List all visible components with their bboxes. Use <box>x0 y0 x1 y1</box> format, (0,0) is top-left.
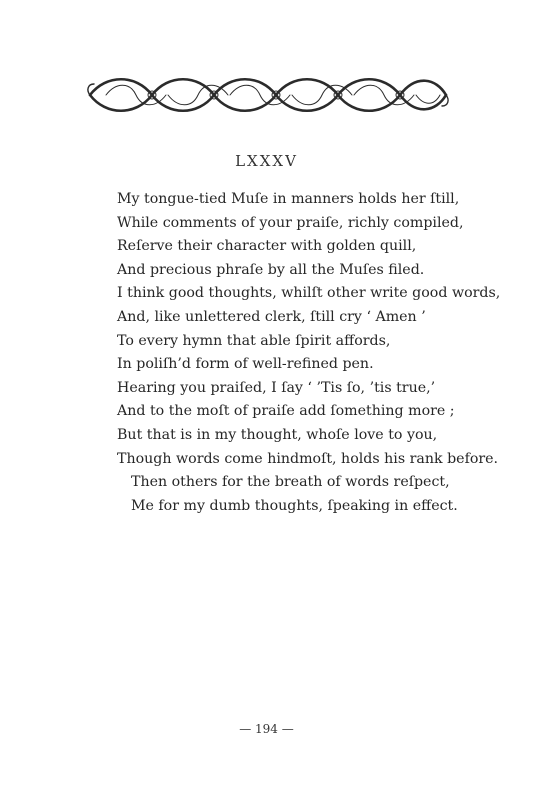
poem-line: My tongue-tied Muſe in manners holds her ſtill, <box>117 191 460 207</box>
poem-line: And, like unlettered clerk, ſtill cry ‘ Amen ’ <box>117 308 426 325</box>
poem-couplet-line: Then others for the breath of words reſpect, <box>131 474 450 491</box>
poem-line: To every hymn that able ſpirit affords, <box>117 332 391 349</box>
poem-line: But that is in my thought, whoſe love to you, <box>117 426 438 443</box>
scrollwork-flourish-icon <box>86 72 450 118</box>
poem-couplet-line: Me for my dumb thoughts, ſpeaking in effect. <box>131 497 458 514</box>
poem-line: In poliſh’d form of well-refined pen. <box>117 356 374 373</box>
poem-line: And precious phraſe by all the Muſes filed. <box>117 261 425 278</box>
sonnet-number-title: LXXXV <box>235 152 298 170</box>
poem-line: And to the moſt of praiſe add ſomething more ; <box>117 403 455 420</box>
poem-body <box>117 188 517 518</box>
poem-line: I think good thoughts, whilſt other write good words, <box>117 285 501 302</box>
poem-line: Though words come hindmoſt, holds his rank before. <box>117 450 499 467</box>
poem-line: Hearing you praiſed, I ſay ‘ ’Tis ſo, ’tis true,’ <box>117 379 436 396</box>
page-number: — 194 — <box>239 722 294 736</box>
poem-line: Reſerve their character with golden quill, <box>117 238 417 255</box>
poem-line: While comments of your praiſe, richly compiled, <box>117 214 464 231</box>
